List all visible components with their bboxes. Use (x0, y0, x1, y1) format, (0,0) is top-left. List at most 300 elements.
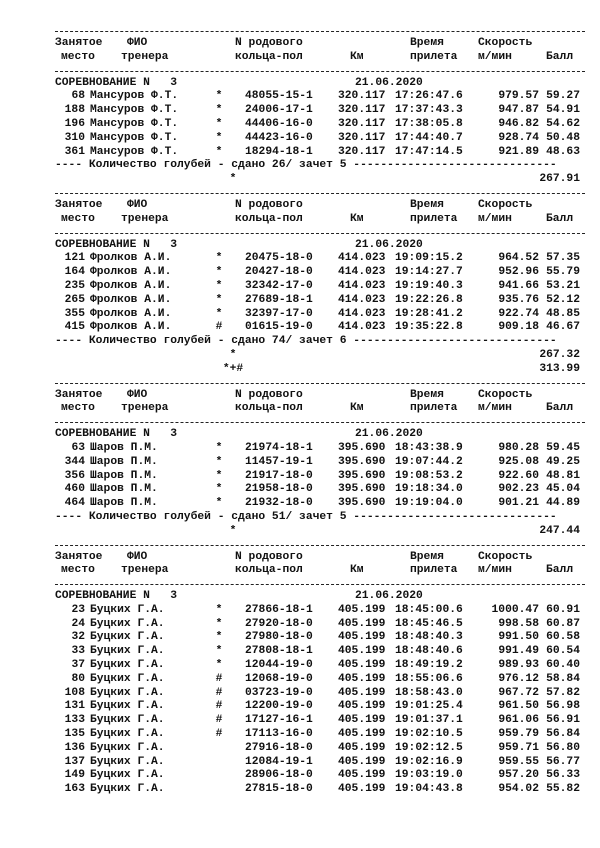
header-speed: Скорость (478, 388, 533, 401)
trainer-name-cell: Буцких Г.А. (90, 603, 165, 616)
divider (55, 545, 585, 546)
distance-cell: 405.199 (338, 741, 386, 754)
mark-cell: * (215, 279, 223, 292)
speed-cell: 952.96 (498, 266, 539, 279)
speed-cell: 991.50 (498, 631, 539, 644)
distance-cell: 320.117 (338, 117, 386, 130)
score-cell: 44.89 (546, 497, 580, 510)
arrival-time-cell: 17:47:14.5 (395, 145, 463, 158)
competition-date: 21.06.2020 (355, 76, 423, 89)
mark-cell: * (215, 117, 223, 130)
ring-number-cell: 21917-18-0 (245, 469, 313, 482)
score-cell: 60.58 (546, 631, 580, 644)
table-row (55, 497, 585, 511)
score-cell: 48.81 (546, 469, 580, 482)
mark-cell: * (215, 252, 223, 265)
trainer-name-cell: Буцких Г.А. (90, 714, 165, 727)
arrival-time-cell: 19:14:27.7 (395, 266, 463, 279)
header-ring-sex: кольца-пол (235, 402, 303, 415)
trainer-name-cell: Буцких Г.А. (90, 728, 165, 741)
arrival-time-cell: 18:43:38.9 (395, 441, 463, 454)
column-header-row (55, 402, 585, 416)
header-time: Время (410, 37, 444, 49)
arrival-time-cell: 17:44:40.7 (395, 131, 463, 144)
total-mark: * (229, 348, 237, 361)
score-cell: 56.91 (546, 714, 580, 727)
speed-cell: 959.71 (498, 741, 539, 754)
speed-cell: 946.82 (498, 117, 539, 130)
speed-cell: 998.58 (498, 617, 539, 630)
place-cell: 24 (71, 617, 85, 630)
trainer-name-cell: Фролков А.И. (90, 293, 172, 306)
total-row (55, 525, 585, 539)
trainer-section (55, 193, 585, 377)
trainer-name-cell: Фролков А.И. (90, 266, 172, 279)
score-cell: 57.35 (546, 252, 580, 265)
arrival-time-cell: 17:37:43.3 (395, 104, 463, 117)
header-arrival: прилета (410, 50, 458, 63)
header-ring-sex: кольца-пол (235, 564, 303, 577)
place-cell: 135 (64, 728, 85, 741)
score-cell: 55.82 (546, 783, 580, 796)
table-row (55, 280, 585, 294)
header-occupied: Занятое (55, 37, 103, 49)
trainer-name-cell: Буцких Г.А. (90, 783, 165, 796)
speed-cell: 941.66 (498, 279, 539, 292)
place-cell: 137 (64, 755, 85, 768)
arrival-time-cell: 19:09:15.2 (395, 252, 463, 265)
header-place: место (61, 402, 95, 415)
trainer-name-cell: Буцких Г.А. (90, 631, 165, 644)
score-cell: 54.91 (546, 104, 580, 117)
score-cell: 56.33 (546, 769, 580, 782)
header-ring-sex: кольца-пол (235, 50, 303, 63)
distance-cell: 405.199 (338, 659, 386, 672)
header-trainer: тренера (121, 50, 169, 63)
ring-number-cell: 32397-17-0 (245, 307, 313, 320)
score-cell: 45.04 (546, 483, 580, 496)
score-cell: 52.12 (546, 293, 580, 306)
competition-row (55, 590, 585, 604)
distance-cell: 414.023 (338, 252, 386, 265)
place-cell: 188 (64, 104, 85, 117)
table-row (55, 442, 585, 456)
distance-cell: 405.199 (338, 728, 386, 741)
ring-number-cell: 01615-19-0 (245, 321, 313, 334)
header-speed: Скорость (478, 198, 533, 211)
place-cell: 163 (64, 783, 85, 796)
place-cell: 415 (64, 321, 85, 334)
total-score: 247.44 (539, 524, 580, 537)
trainer-name-cell: Шаров П.М. (90, 441, 158, 454)
ring-number-cell: 32342-17-0 (245, 279, 313, 292)
header-fio: ФИО (127, 198, 148, 211)
ring-number-cell: 17127-16-1 (245, 714, 313, 727)
speed-cell: 967.72 (498, 686, 539, 699)
speed-cell: 921.89 (498, 145, 539, 158)
trainer-name-cell: Шаров П.М. (90, 483, 158, 496)
mark-cell: * (215, 497, 223, 510)
mark-cell: # (215, 321, 223, 334)
table-row (55, 631, 585, 645)
trainer-name-cell: Буцких Г.А. (90, 672, 165, 685)
score-cell: 60.91 (546, 603, 580, 616)
score-cell: 56.84 (546, 728, 580, 741)
place-cell: 136 (64, 741, 85, 754)
trainer-name-cell: Буцких Г.А. (90, 659, 165, 672)
table-row (55, 118, 585, 132)
total-row (55, 349, 585, 363)
header-speed: Скорость (478, 37, 533, 49)
distance-cell: 405.199 (338, 645, 386, 658)
distance-cell: 405.199 (338, 755, 386, 768)
arrival-time-cell: 19:22:26.8 (395, 293, 463, 306)
score-cell: 56.80 (546, 741, 580, 754)
header-occupied: Занятое (55, 388, 103, 401)
mark-cell: * (215, 483, 223, 496)
ring-number-cell: 21958-18-0 (245, 483, 313, 496)
arrival-time-cell: 18:45:00.6 (395, 603, 463, 616)
distance-cell: 414.023 (338, 279, 386, 292)
trainer-name-cell: Шаров П.М. (90, 469, 158, 482)
distance-cell: 405.199 (338, 700, 386, 713)
mark-cell: * (215, 131, 223, 144)
place-cell: 265 (64, 293, 85, 306)
arrival-time-cell: 19:01:25.4 (395, 700, 463, 713)
place-cell: 63 (71, 441, 85, 454)
ring-number-cell: 12200-19-0 (245, 700, 313, 713)
mark-cell: * (215, 441, 223, 454)
trainer-name-cell: Буцких Г.А. (90, 645, 165, 658)
header-occupied: Занятое (55, 198, 103, 211)
mark-cell: * (215, 266, 223, 279)
speed-cell: 957.20 (498, 769, 539, 782)
competition-title: СОРЕВНОВАНИЕ N 3 (55, 238, 178, 251)
speed-cell: 1000.47 (491, 603, 539, 616)
table-row (55, 618, 585, 632)
distance-cell: 405.199 (338, 686, 386, 699)
table-row (55, 687, 585, 701)
header-score: Балл (546, 564, 574, 577)
table-row (55, 132, 585, 146)
header-speed-unit: м/мин (478, 212, 512, 225)
distance-cell: 405.199 (338, 603, 386, 616)
header-place: место (61, 212, 95, 225)
pigeon-count-summary: ---- Количество голубей - сдано 74/ зачет 6 ------------------------------ (55, 335, 557, 348)
pigeon-count-summary: ---- Количество голубей - сдано 26/ зачет 5 ------------------------------ (55, 159, 557, 172)
table-row (55, 252, 585, 266)
speed-cell: 935.76 (498, 293, 539, 306)
header-arrival: прилета (410, 564, 458, 577)
arrival-time-cell: 19:02:16.9 (395, 755, 463, 768)
table-row (55, 104, 585, 118)
ring-number-cell: 27808-18-1 (245, 645, 313, 658)
place-cell: 133 (64, 714, 85, 727)
header-speed: Скорость (478, 550, 533, 563)
column-header-row (55, 551, 585, 565)
distance-cell: 414.023 (338, 307, 386, 320)
ring-number-cell: 20427-18-0 (245, 266, 313, 279)
score-cell: 60.54 (546, 645, 580, 658)
place-cell: 80 (71, 672, 85, 685)
table-row (55, 483, 585, 497)
speed-cell: 959.79 (498, 728, 539, 741)
trainer-name-cell: Мансуров Ф.Т. (90, 117, 179, 130)
mark-cell: * (215, 145, 223, 158)
header-place: место (61, 564, 95, 577)
distance-cell: 395.690 (338, 483, 386, 496)
ring-number-cell: 48055-15-1 (245, 90, 313, 103)
total-mark: *+# (222, 362, 244, 375)
ring-number-cell: 28906-18-0 (245, 769, 313, 782)
speed-cell: 947.87 (498, 104, 539, 117)
ring-number-cell: 21974-18-1 (245, 441, 313, 454)
ring-number-cell: 12068-19-0 (245, 672, 313, 685)
table-row (55, 90, 585, 104)
mark-cell: * (215, 645, 223, 658)
place-cell: 37 (71, 659, 85, 672)
distance-cell: 320.117 (338, 145, 386, 158)
ring-number-cell: 17113-16-0 (245, 728, 313, 741)
ring-number-cell: 24006-17-1 (245, 104, 313, 117)
distance-cell: 320.117 (338, 104, 386, 117)
score-cell: 49.25 (546, 455, 580, 468)
pigeon-count-summary: ---- Количество голубей - сдано 51/ зачет 5 ------------------------------ (55, 510, 557, 523)
competition-date: 21.06.2020 (355, 590, 423, 603)
arrival-time-cell: 18:58:43.0 (395, 686, 463, 699)
score-cell: 55.79 (546, 266, 580, 279)
header-score: Балл (546, 50, 574, 63)
header-speed-unit: м/мин (478, 402, 512, 415)
distance-cell: 320.117 (338, 131, 386, 144)
summary-row (55, 511, 585, 525)
trainer-name-cell: Буцких Г.А. (90, 755, 165, 768)
table-row (55, 456, 585, 470)
trainer-name-cell: Мансуров Ф.Т. (90, 145, 179, 158)
ring-number-cell: 44406-16-0 (245, 117, 313, 130)
header-score: Балл (546, 212, 574, 225)
competition-row (55, 77, 585, 91)
divider (55, 31, 585, 32)
table-row (55, 645, 585, 659)
place-cell: 149 (64, 769, 85, 782)
total-score: 313.99 (539, 362, 580, 375)
speed-cell: 954.02 (498, 783, 539, 796)
header-ring-number: N родового (235, 198, 303, 211)
arrival-time-cell: 18:49:19.2 (395, 659, 463, 672)
trainer-name-cell: Буцких Г.А. (90, 700, 165, 713)
header-km: Км (350, 50, 364, 63)
place-cell: 464 (64, 497, 85, 510)
table-row (55, 294, 585, 308)
score-cell: 48.63 (546, 145, 580, 158)
trainer-name-cell: Мансуров Ф.Т. (90, 90, 179, 103)
ring-number-cell: 27920-18-0 (245, 617, 313, 630)
total-mark: * (229, 173, 237, 186)
speed-cell: 976.12 (498, 672, 539, 685)
score-cell: 56.77 (546, 755, 580, 768)
divider (55, 233, 585, 234)
header-speed-unit: м/мин (478, 50, 512, 63)
score-cell: 46.67 (546, 321, 580, 334)
mark-cell: * (215, 631, 223, 644)
speed-cell: 980.28 (498, 441, 539, 454)
mark-cell: * (215, 469, 223, 482)
mark-cell: # (215, 672, 223, 685)
ring-number-cell: 27689-18-1 (245, 293, 313, 306)
mark-cell: * (215, 603, 223, 616)
trainer-name-cell: Буцких Г.А. (90, 769, 165, 782)
total-score: 267.91 (539, 173, 580, 186)
table-row (55, 756, 585, 770)
arrival-time-cell: 18:48:40.6 (395, 645, 463, 658)
distance-cell: 395.690 (338, 497, 386, 510)
place-cell: 23 (71, 603, 85, 616)
arrival-time-cell: 19:19:40.3 (395, 279, 463, 292)
table-row (55, 266, 585, 280)
mark-cell: * (215, 455, 223, 468)
place-cell: 361 (64, 145, 85, 158)
competition-title: СОРЕВНОВАНИЕ N 3 (55, 590, 178, 603)
table-row (55, 783, 585, 797)
mark-cell: # (215, 714, 223, 727)
trainer-name-cell: Шаров П.М. (90, 455, 158, 468)
table-row (55, 659, 585, 673)
speed-cell: 959.55 (498, 755, 539, 768)
speed-cell: 991.49 (498, 645, 539, 658)
speed-cell: 925.08 (498, 455, 539, 468)
place-cell: 32 (71, 631, 85, 644)
place-cell: 131 (64, 700, 85, 713)
ring-number-cell: 12084-19-1 (245, 755, 313, 768)
header-arrival: прилета (410, 402, 458, 415)
total-row (55, 173, 585, 187)
divider (55, 383, 585, 384)
arrival-time-cell: 18:55:06.6 (395, 672, 463, 685)
score-cell: 60.87 (546, 617, 580, 630)
competition-title: СОРЕВНОВАНИЕ N 3 (55, 76, 178, 89)
header-trainer: тренера (121, 402, 169, 415)
competition-date: 21.06.2020 (355, 238, 423, 251)
distance-cell: 414.023 (338, 266, 386, 279)
score-cell: 53.21 (546, 279, 580, 292)
table-row (55, 604, 585, 618)
arrival-time-cell: 18:48:40.3 (395, 631, 463, 644)
place-cell: 68 (71, 90, 85, 103)
score-cell: 59.27 (546, 90, 580, 103)
table-row (55, 146, 585, 160)
header-arrival: прилета (410, 212, 458, 225)
speed-cell: 961.06 (498, 714, 539, 727)
arrival-time-cell: 19:02:12.5 (395, 741, 463, 754)
header-place: место (61, 50, 95, 63)
header-time: Время (410, 550, 444, 563)
column-header-row (55, 389, 585, 403)
trainer-section (55, 383, 585, 539)
speed-cell: 928.74 (498, 131, 539, 144)
header-trainer: тренера (121, 564, 169, 577)
place-cell: 196 (64, 117, 85, 130)
divider (55, 71, 585, 72)
competition-row (55, 428, 585, 442)
header-speed-unit: м/мин (478, 564, 512, 577)
header-fio: ФИО (127, 550, 148, 563)
mark-cell: # (215, 728, 223, 741)
header-time: Время (410, 198, 444, 211)
distance-cell: 414.023 (338, 293, 386, 306)
summary-row (55, 159, 585, 173)
place-cell: 164 (64, 266, 85, 279)
place-cell: 235 (64, 279, 85, 292)
arrival-time-cell: 19:04:43.8 (395, 783, 463, 796)
arrival-time-cell: 17:26:47.6 (395, 90, 463, 103)
header-score: Балл (546, 402, 574, 415)
distance-cell: 414.023 (338, 321, 386, 334)
distance-cell: 395.690 (338, 469, 386, 482)
trainer-name-cell: Шаров П.М. (90, 497, 158, 510)
place-cell: 344 (64, 455, 85, 468)
ring-number-cell: 21932-18-0 (245, 497, 313, 510)
header-ring-number: N родового (235, 37, 303, 49)
place-cell: 356 (64, 469, 85, 482)
trainer-name-cell: Мансуров Ф.Т. (90, 104, 179, 117)
divider (55, 422, 585, 423)
table-row (55, 321, 585, 335)
place-cell: 355 (64, 307, 85, 320)
table-row (55, 470, 585, 484)
distance-cell: 405.199 (338, 714, 386, 727)
mark-cell: * (215, 293, 223, 306)
trainer-name-cell: Буцких Г.А. (90, 686, 165, 699)
ring-number-cell: 27815-18-0 (245, 783, 313, 796)
total-mark: * (229, 524, 237, 537)
arrival-time-cell: 19:03:19.0 (395, 769, 463, 782)
table-row (55, 308, 585, 322)
speed-cell: 979.57 (498, 90, 539, 103)
table-row (55, 700, 585, 714)
score-cell: 58.84 (546, 672, 580, 685)
ring-number-cell: 03723-19-0 (245, 686, 313, 699)
mark-cell: # (215, 700, 223, 713)
total-row (55, 363, 585, 377)
score-cell: 57.82 (546, 686, 580, 699)
trainer-name-cell: Фролков А.И. (90, 279, 172, 292)
trainer-name-cell: Фролков А.И. (90, 252, 172, 265)
mark-cell: * (215, 659, 223, 672)
trainer-name-cell: Мансуров Ф.Т. (90, 131, 179, 144)
trainer-name-cell: Фролков А.И. (90, 307, 172, 320)
ring-number-cell: 18294-18-1 (245, 145, 313, 158)
trainer-name-cell: Фролков А.И. (90, 321, 172, 334)
header-occupied: Занятое (55, 550, 103, 563)
speed-cell: 922.60 (498, 469, 539, 482)
arrival-time-cell: 19:08:53.2 (395, 469, 463, 482)
arrival-time-cell: 19:28:41.2 (395, 307, 463, 320)
place-cell: 310 (64, 131, 85, 144)
table-row (55, 673, 585, 687)
speed-cell: 909.18 (498, 321, 539, 334)
speed-cell: 922.74 (498, 307, 539, 320)
score-cell: 56.98 (546, 700, 580, 713)
column-header-row (55, 37, 585, 51)
score-cell: 60.40 (546, 659, 580, 672)
distance-cell: 405.199 (338, 631, 386, 644)
ring-number-cell: 27866-18-1 (245, 603, 313, 616)
total-score: 267.32 (539, 348, 580, 361)
ring-number-cell: 27916-18-0 (245, 741, 313, 754)
arrival-time-cell: 19:07:44.2 (395, 455, 463, 468)
results-document (55, 25, 585, 797)
